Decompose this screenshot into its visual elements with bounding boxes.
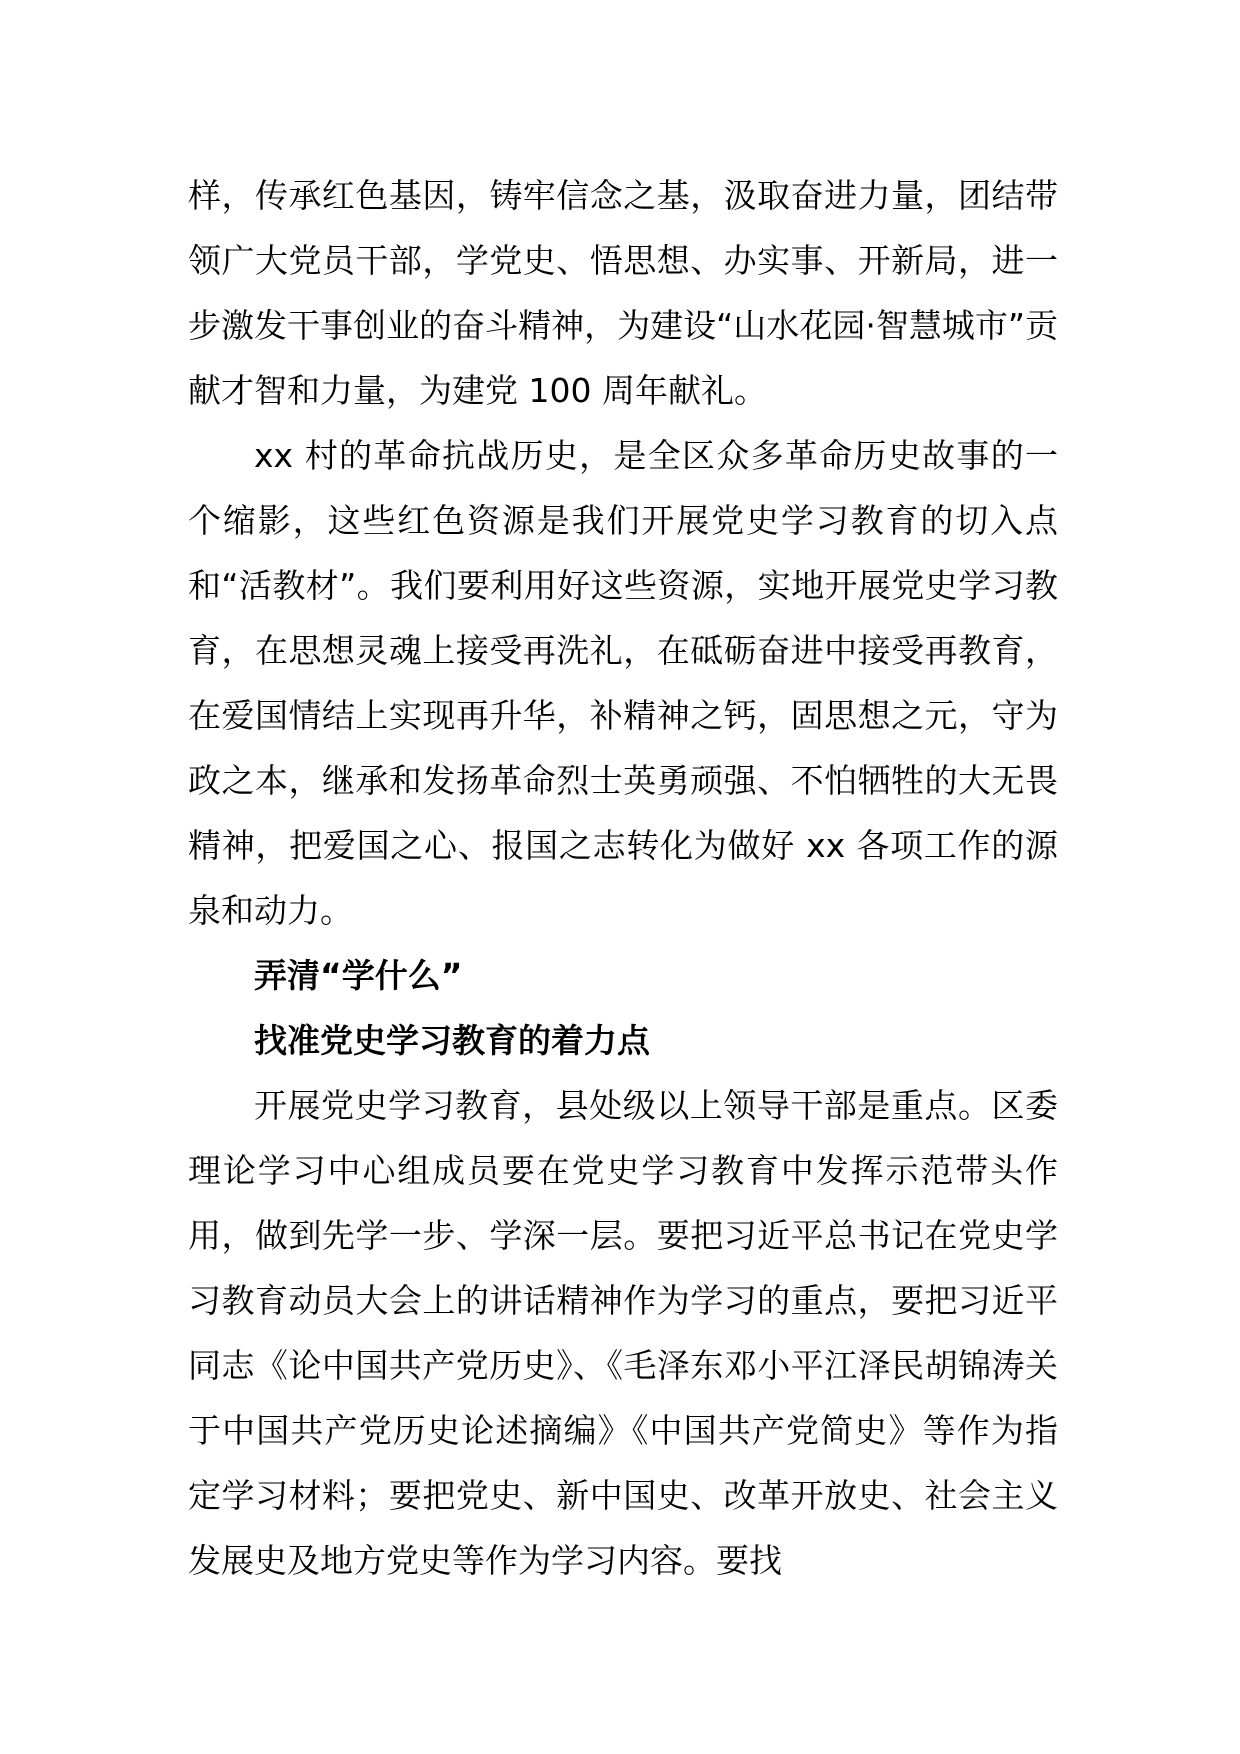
section-heading: 弄清“学什么” xyxy=(254,956,463,995)
document-body xyxy=(188,163,1058,1593)
paragraph: 开展党史学习教育，县处级以上领导干部是重点。区委理论学习中心组成员要在党史学习教育中发挥示范带头作用，做到先学一步、学深一层。要把习近平总书记在党史学习教育动员大会上的讲话精神作为学习的重点，要把习近平同志《论中国共产党历史》、《毛泽东邓小平江泽民胡锦涛关于中国共产党历史论述摘编》《中国共产党简史》等作为指定学习材料；要把党史、新中国史、改革开放史、社会主义发展史及地方党史等作为学习内容。要找 xyxy=(188,1086,1058,1580)
paragraph: xx 村的革命抗战历史，是全区众多革命历史故事的一个缩影，这些红色资源是我们开展党史学习教育的切入点和“活教材”。我们要利用好这些资源，实地开展党史学习教育，在思想灵魂上接受再洗礼，在砥砺奋进中接受再教育，在爱国情结上实现再升华，补精神之钙，固思想之元，守为政之本，继承和发扬革命烈士英勇顽强、不怕牺牲的大无畏精神，把爱国之心、报国之志转化为做好 xx 各项工作的源泉和动力。 xyxy=(188,436,1058,930)
paragraph-continued: 样，传承红色基因，铸牢信念之基，汲取奋进力量，团结带领广大党员干部，学党史、悟思想、办实事、开新局，进一步激发干事创业的奋斗精神，为建设“山水花园·智慧城市”贡献才智和力量，为建党 100 周年献礼。 xyxy=(188,176,1058,410)
section-subheading: 找准党史学习教育的着力点 xyxy=(254,1021,650,1060)
